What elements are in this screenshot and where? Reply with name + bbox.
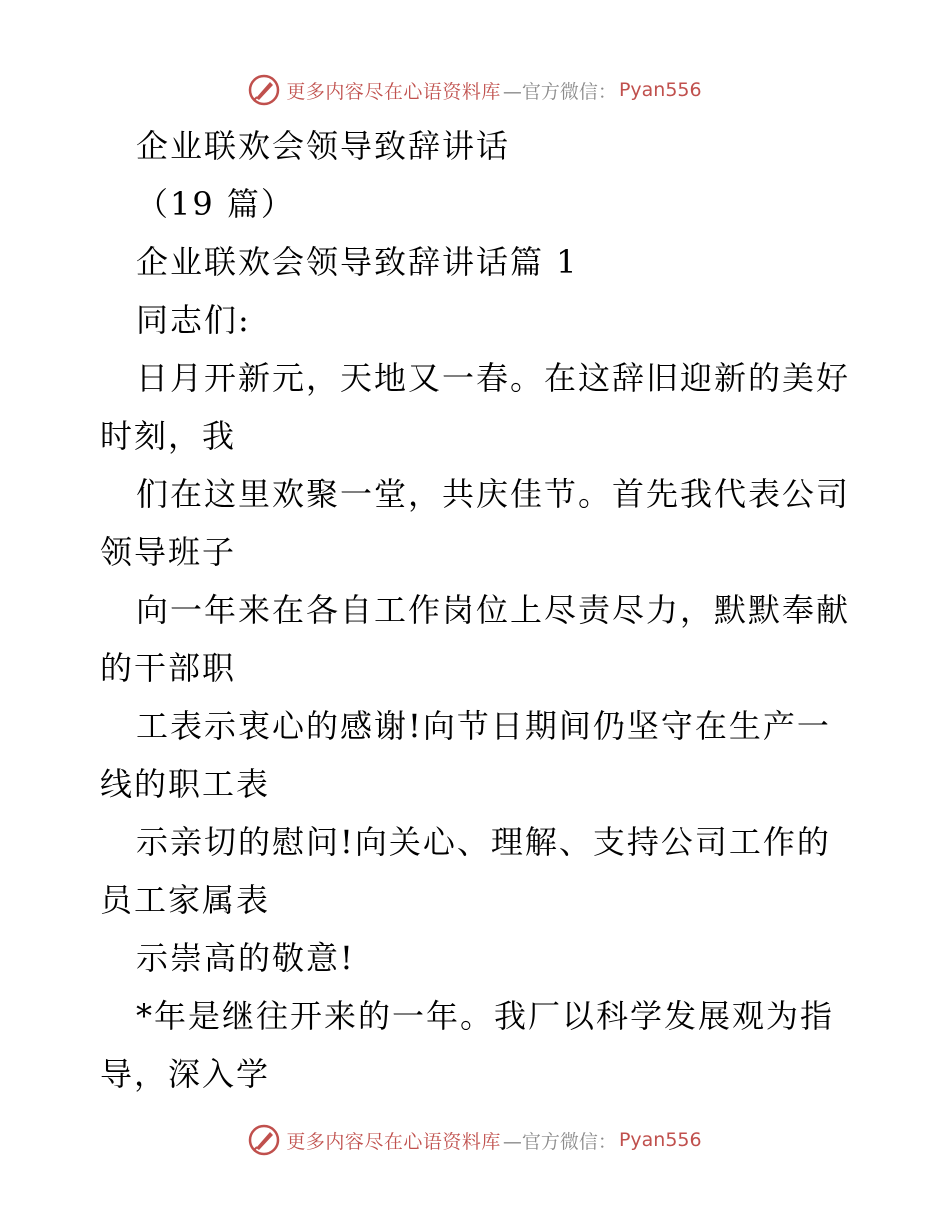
watermark-account: Pyan556 bbox=[618, 79, 702, 101]
text-line: 们在这里欢聚一堂，共庆佳节。首先我代表公司 bbox=[136, 475, 851, 513]
text-line: 员工家属表 bbox=[100, 881, 271, 919]
text-line: *年是继往开来的一年。我厂以科学发展观为指 bbox=[136, 997, 835, 1035]
text-line: 领导班子 bbox=[100, 533, 237, 571]
watermark-text: 更多内容尽在心语资料库 bbox=[286, 80, 501, 103]
watermark-separator: —官方微信： bbox=[502, 80, 617, 103]
text-line: （19 篇） bbox=[136, 185, 295, 223]
watermark-separator: —官方微信： bbox=[502, 1130, 617, 1153]
quill-logo-icon bbox=[248, 74, 280, 106]
document-body bbox=[100, 117, 860, 1103]
text-line: 时刻，我 bbox=[100, 417, 237, 455]
text-line: 企业联欢会领导致辞讲话 bbox=[136, 127, 511, 165]
header-watermark bbox=[0, 70, 950, 110]
text-line: 企业联欢会领导致辞讲话篇 1 bbox=[136, 243, 579, 281]
text-line: 日月开新元，天地又一春。在这辞旧迎新的美好 bbox=[136, 359, 851, 397]
text-line: 示崇高的敬意! bbox=[136, 939, 355, 977]
quill-logo-icon bbox=[248, 1124, 280, 1156]
text-line: 示亲切的慰问!向关心、理解、支持公司工作的 bbox=[136, 823, 831, 861]
text-line: 同志们: bbox=[136, 301, 251, 339]
footer-watermark bbox=[0, 1120, 950, 1160]
text-line: 线的职工表 bbox=[100, 765, 271, 803]
text-line: 向一年来在各自工作岗位上尽责尽力，默默奉献 bbox=[136, 591, 851, 629]
text-line: 工表示衷心的感谢!向节日期间仍坚守在生产一 bbox=[136, 707, 831, 745]
text-line: 的干部职 bbox=[100, 649, 237, 687]
text-line: 导，深入学 bbox=[100, 1055, 271, 1093]
watermark-account: Pyan556 bbox=[618, 1129, 702, 1151]
watermark-text: 更多内容尽在心语资料库 bbox=[286, 1130, 501, 1153]
